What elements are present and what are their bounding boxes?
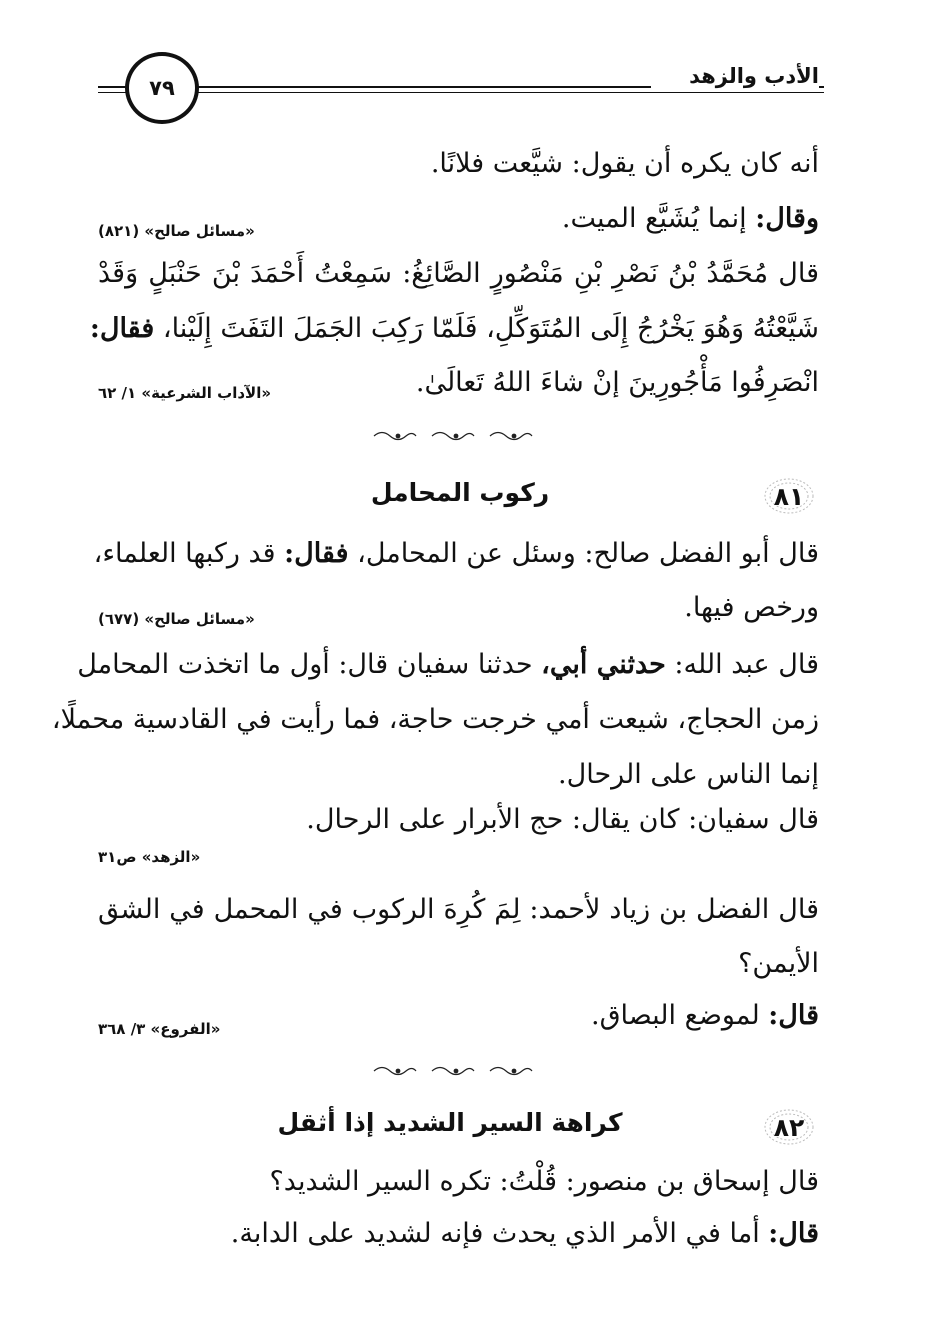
- header-rule-left-thin: [98, 92, 128, 93]
- section-number-badge: ٨٢: [762, 1107, 816, 1147]
- text-line: قال: أما في الأمر الذي يحدث فإنه لشديد على الدابة.: [230, 1218, 819, 1249]
- source-reference: «مسائل صالح» (٨٢١): [98, 222, 255, 240]
- source-reference: «الفروع» ٣/ ٣٦٨: [98, 1020, 221, 1038]
- text-line: قال مُحَمَّدُ بْنُ نَصْرِ بْنِ مَنْصُورٍ الصَّائِغُ: سَمِعْتُ أَحْمَدَ بْنَ حَنْبَلٍ وَقَدْ: [98, 258, 819, 289]
- ornament-divider: [370, 1063, 546, 1079]
- source-reference: «الآداب الشرعية» ١/ ٦٢: [98, 384, 272, 402]
- text-line: أنه كان يكره أن يقول: شيَّعت فلانًا.: [430, 148, 819, 179]
- source-reference: «مسائل صالح» (٦٧٧): [98, 610, 255, 628]
- running-title: الأدب والزهد: [651, 64, 819, 88]
- text-line: إنما الناس على الرحال.: [558, 759, 819, 790]
- ornament-divider: [370, 428, 546, 444]
- text-line: زمن الحجاج، شيعت أمي خرجت حاجة، فما رأيت في القادسية محملًا،: [51, 704, 819, 735]
- header-rule-left: [98, 86, 128, 88]
- text-line: قال أبو الفضل صالح: وسئل عن المحامل، فقال: قد ركبها العلماء،: [93, 538, 819, 569]
- source-reference: «الزهد» ص٣١: [98, 848, 201, 866]
- text-line: قال: لموضع البصاق.: [590, 1000, 819, 1031]
- text-line: ورخص فيها.: [684, 592, 819, 623]
- text-line: قال إسحاق بن منصور: قُلْتُ: تكره السير الشديد؟: [269, 1166, 819, 1197]
- text-line: قال الفضل بن زياد لأحمد: لِمَ كُرِهَ الركوب في المحمل في الشق: [98, 894, 819, 925]
- text-line: شَيَّعْتُهُ وَهُوَ يَخْرُجُ إِلَى المُتَوَكِّلِ، فَلَمّا رَكِبَ الجَمَلَ التَفَتَ إِلَيْنا، فقال:: [89, 313, 819, 344]
- page-number: ٧٩: [125, 52, 199, 124]
- text-line: قال عبد الله: حدثني أبي، حدثنا سفيان قال: أول ما اتخذت المحامل: [77, 649, 819, 680]
- header-rule-right-thin: [197, 92, 824, 93]
- text-line: قال سفيان: كان يقال: حج الأبرار على الرحال.: [306, 804, 819, 835]
- section-number-badge: ٨١: [762, 476, 816, 516]
- section-heading: كراهة السير الشديد إذا أثقل: [277, 1108, 623, 1137]
- text-line: انْصَرِفُوا مَأْجُورِينَ إنْ شاءَ اللهُ تَعالَىٰ.: [415, 367, 819, 398]
- text-line: الأيمن؟: [738, 948, 819, 979]
- section-heading: ركوب المحامل: [370, 478, 550, 507]
- text-line: وقال: إنما يُشَيَّع الميت.: [561, 203, 819, 234]
